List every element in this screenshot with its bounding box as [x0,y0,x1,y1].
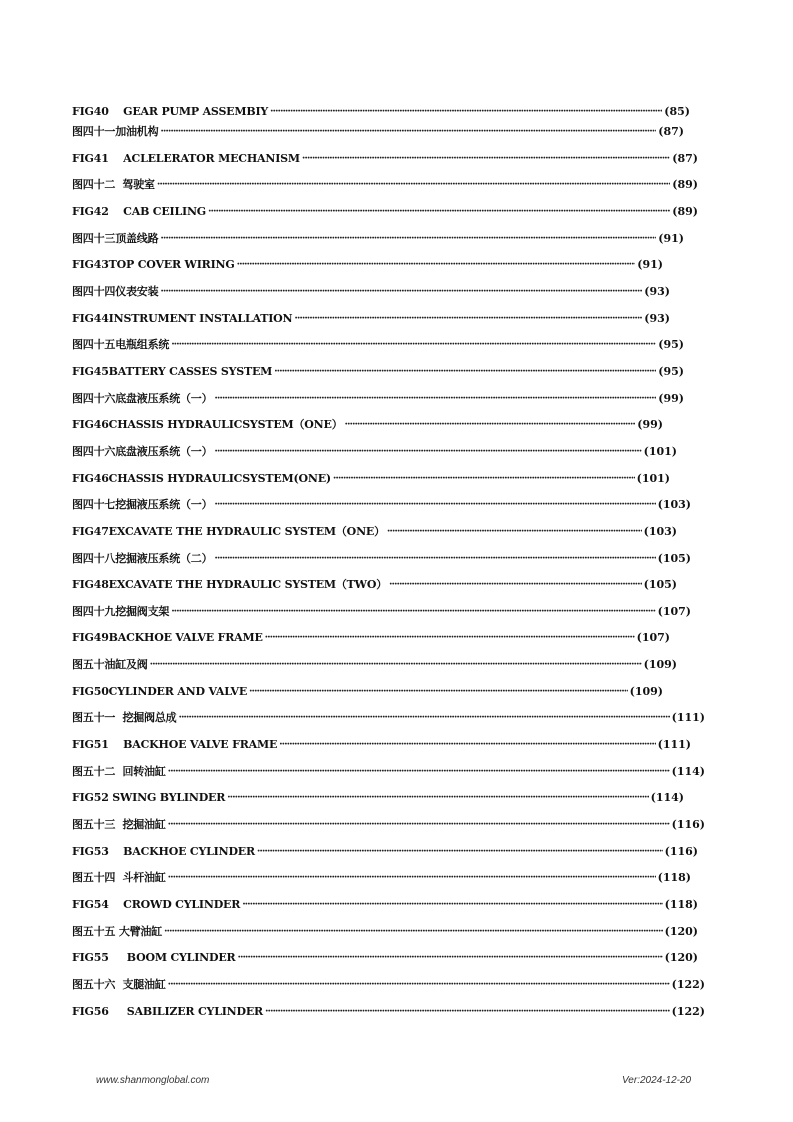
toc-entry[interactable] [72,471,712,498]
toc-entry[interactable] [72,737,712,764]
toc-entry-title: FIG40 GEAR PUMP ASSEMBIY [72,105,269,118]
toc-leader-dots [208,204,670,220]
toc-entry-page: (101) [643,444,677,458]
toc-leader-dots [279,737,655,753]
toc-leader-dots [345,417,636,433]
toc-entry[interactable] [72,710,712,737]
toc-entry-title: FIG47EXCAVATE THE HYDRAULIC SYSTEM（ONE） [72,524,385,538]
toc-entry-page: (89) [672,178,698,192]
toc-entry-title: FIG44INSTRUMENT INSTALLATION [72,311,293,325]
toc-entry-page: (109) [629,684,663,698]
toc-entry-title: 图五十五 大臂油缸 [72,924,163,938]
toc-entry[interactable] [72,924,712,951]
toc-leader-dots [160,124,656,140]
toc-entry-title: FIG45BATTERY CASSES SYSTEM [72,364,273,378]
toc-leader-dots [265,630,635,646]
toc-entry[interactable] [72,577,712,604]
toc-entry-page: (120) [664,924,698,938]
footer-website: www.shanmonglobal.com [96,1075,210,1086]
toc-leader-dots [274,364,656,380]
toc-entry[interactable] [72,551,712,578]
toc-entry[interactable] [72,337,712,364]
toc-entry[interactable] [72,497,712,524]
toc-entry-title: FIG56 SABILIZER CYLINDER [72,1004,263,1018]
toc-entry-page: (118) [657,871,691,885]
toc-entry-page: (105) [643,578,677,592]
toc-entry-title: 图五十六 支腿油缸 [72,978,166,991]
toc-entry-page: (101) [636,471,670,485]
toc-entry[interactable] [72,870,712,897]
toc-leader-dots [214,444,641,460]
toc-entry-title: 图四十四仪表安装 [72,284,159,298]
toc-entry[interactable] [72,257,712,284]
toc-entry-page: (85) [664,105,690,118]
table-of-contents [72,104,712,1030]
toc-entry[interactable] [72,630,712,657]
toc-entry[interactable] [72,684,712,711]
toc-entry-title: 图五十四 斗杆油缸 [72,871,166,885]
toc-entry[interactable] [72,844,712,871]
toc-entry[interactable] [72,817,712,844]
toc-entry[interactable] [72,657,712,684]
toc-leader-dots [265,1004,670,1020]
toc-entry-page: (118) [664,898,698,912]
toc-leader-dots [168,817,670,833]
toc-entry-page: (99) [658,391,684,405]
toc-entry[interactable] [72,284,712,311]
toc-entry-page: (105) [657,551,691,565]
toc-entry-page: (89) [672,204,698,218]
toc-entry-page: (95) [658,364,684,378]
toc-leader-dots [168,870,656,886]
toc-leader-dots [214,391,656,407]
toc-entry[interactable] [72,177,712,204]
toc-entry[interactable] [72,417,712,444]
toc-leader-dots [237,950,662,966]
toc-entry-page: (93) [644,311,670,325]
toc-leader-dots [214,497,655,513]
toc-entry-page: (111) [671,711,705,725]
toc-leader-dots [214,551,655,567]
toc-entry-title: 图四十七挖掘液压系统（一） [72,498,213,512]
toc-entry-page: (109) [643,658,677,672]
toc-leader-dots [168,764,670,780]
toc-entry-title: 图四十五电瓶组系统 [72,338,170,352]
toc-leader-dots [389,577,642,593]
toc-entry[interactable] [72,231,712,258]
toc-entry-page: (116) [671,818,705,832]
toc-entry-page: (111) [657,738,691,752]
toc-entry-title: FIG50CYLINDER AND VALVE [72,684,248,698]
toc-entry[interactable] [72,950,712,977]
toc-entry[interactable] [72,391,712,418]
toc-entry-page: (99) [637,418,663,432]
toc-entry-title: FIG51 BACKHOE VALVE FRAME [72,738,278,752]
toc-entry[interactable] [72,524,712,551]
toc-leader-dots [249,684,628,700]
toc-leader-dots [171,337,656,353]
toc-entry[interactable] [72,151,712,178]
toc-entry-title: FIG46CHASSIS HYDRAULICSYSTEM(ONE) [72,471,331,485]
toc-leader-dots [178,710,669,726]
toc-leader-dots [160,231,656,247]
toc-entry-page: (122) [671,1004,705,1018]
toc-entry-page: (91) [658,231,684,245]
toc-leader-dots [160,284,642,300]
toc-entry-title: FIG48EXCAVATE THE HYDRAULIC SYSTEM（TWO） [72,578,388,592]
toc-entry[interactable] [72,790,712,817]
toc-entry[interactable] [72,311,712,338]
toc-entry-title: FIG52 SWING BYLINDER [72,791,226,805]
toc-leader-dots [294,311,642,327]
toc-entry-page: (91) [637,258,663,272]
toc-entry-page: (87) [658,125,684,138]
toc-entry-title: 图四十三顶盖线路 [72,231,159,245]
toc-entry-title: 图四十九挖掘阀支架 [72,604,170,618]
toc-leader-dots [227,790,648,806]
toc-entry[interactable] [72,104,712,124]
toc-entry-page: (114) [671,764,705,778]
toc-leader-dots [171,604,655,620]
toc-entry-page: (93) [644,284,670,298]
toc-entry[interactable] [72,897,712,924]
toc-entry[interactable] [72,124,712,151]
toc-leader-dots [270,104,662,120]
toc-leader-dots [237,257,636,273]
toc-entry-title: 图五十三 挖掘油缸 [72,818,166,832]
toc-leader-dots [150,657,642,673]
toc-entry-page: (107) [636,631,670,645]
toc-entry-title: FIG42 CAB CEILING [72,204,207,218]
toc-entry-title: FIG41 ACLELERATOR MECHANISM [72,151,300,165]
toc-entry-page: (120) [664,951,698,965]
toc-leader-dots [302,151,670,167]
toc-entry-page: (114) [650,791,684,805]
toc-leader-dots [333,471,635,487]
toc-entry[interactable] [72,604,712,631]
toc-leader-dots [387,524,642,540]
toc-entry-title: FIG43TOP COVER WIRING [72,258,235,272]
toc-entry[interactable] [72,977,712,1004]
toc-entry-title: 图四十八挖掘液压系统（二） [72,551,213,565]
toc-entry-title: FIG49BACKHOE VALVE FRAME [72,631,263,645]
toc-entry-title: 图四十六底盘液压系统（一） [72,444,213,458]
toc-leader-dots [257,844,663,860]
toc-entry-title: 图五十一 挖掘阀总成 [72,711,177,725]
toc-entry-page: (103) [643,524,677,538]
toc-entry-title: 图四十一加油机构 [72,125,159,138]
toc-entry-page: (116) [664,844,698,858]
toc-entry-page: (103) [657,498,691,512]
toc-entry-page: (87) [672,151,698,165]
toc-entry-title: FIG53 BACKHOE CYLINDER [72,844,255,858]
toc-entry-page: (122) [671,978,705,991]
toc-entry[interactable] [72,364,712,391]
footer-version: Ver:2024-12-20 [622,1075,692,1086]
toc-entry-page: (107) [657,604,691,618]
toc-entry[interactable] [72,1004,712,1031]
toc-leader-dots [168,977,670,993]
toc-leader-dots [242,897,662,913]
toc-leader-dots [157,177,670,193]
toc-entry-title: 图五十二 回转油缸 [72,764,166,778]
toc-entry-title: FIG46CHASSIS HYDRAULICSYSTEM（ONE） [72,418,343,432]
toc-entry-title: 图四十二 驾驶室 [72,178,155,192]
toc-entry-title: FIG54 CROWD CYLINDER [72,898,241,912]
toc-leader-dots [164,924,663,940]
toc-entry-title: 图五十油缸及阀 [72,658,148,672]
toc-entry-title: FIG55 BOOM CYLINDER [72,951,236,965]
toc-entry[interactable] [72,204,712,231]
toc-entry-title: 图四十六底盘液压系统（一） [72,391,213,405]
toc-entry-page: (95) [658,338,684,352]
toc-entry[interactable] [72,764,712,791]
toc-entry[interactable] [72,444,712,471]
